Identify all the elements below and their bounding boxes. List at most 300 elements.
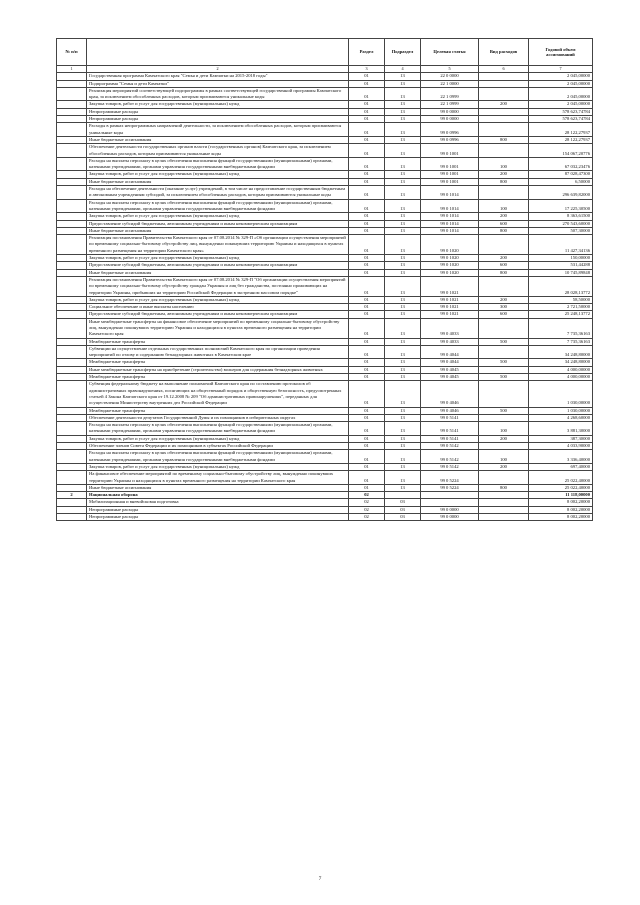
row-amount: 2 045,00000	[529, 80, 593, 87]
row-section: 01	[349, 359, 385, 366]
row-number	[57, 171, 87, 178]
row-target-article: 22 0 0000	[421, 73, 479, 80]
row-number	[57, 443, 87, 450]
row-name: Подпрограмма "Семья и дети Камчатки"	[87, 80, 349, 87]
row-subsection: 13	[385, 435, 421, 442]
table-row	[57, 374, 593, 381]
row-section: 01	[349, 450, 385, 464]
row-expense-type	[479, 318, 529, 338]
row-amount: 28 028,13772	[529, 276, 593, 296]
row-section: 01	[349, 108, 385, 115]
header-number: № п/п	[57, 39, 87, 66]
table-row	[57, 381, 593, 407]
row-name: Субвенции на осуществление отдельных государственных полномочий Камчатского края по организации проведения мероприятий по отлову и содержанию безнадзорных животных в Камчатском крае	[87, 345, 349, 359]
row-target-article: 99 0 0000	[421, 506, 479, 513]
row-amount: 2 045,00000	[529, 73, 593, 80]
row-name: Иные бюджетные ассигнования	[87, 484, 349, 491]
row-expense-type: 100	[479, 450, 529, 464]
row-expense-type	[479, 492, 529, 499]
row-amount: 4 000,00000	[529, 374, 593, 381]
row-name: Закупка товаров, работ и услуг для государственных (муниципальных) нужд	[87, 213, 349, 220]
row-subsection: 13	[385, 414, 421, 421]
row-amount: 58,50000	[529, 296, 593, 303]
row-expense-type	[479, 186, 529, 200]
row-expense-type: 800	[479, 136, 529, 143]
row-expense-type	[479, 235, 529, 255]
header-subsection: Подраздел	[385, 39, 421, 66]
row-section: 01	[349, 101, 385, 108]
row-number	[57, 407, 87, 414]
row-section: 01	[349, 338, 385, 345]
budget-table	[56, 38, 593, 521]
row-expense-type: 300	[479, 304, 529, 311]
column-index-row	[57, 66, 593, 73]
row-expense-type: 200	[479, 213, 529, 220]
row-target-article: 22 1 0999	[421, 101, 479, 108]
header-target-article: Целевая статья	[421, 39, 479, 66]
row-name: Иные бюджетные ассигнования	[87, 136, 349, 143]
row-subsection: 13	[385, 199, 421, 213]
row-name: Расходы на выплаты персоналу в целях обеспечения выполнения функций государственными (муниципальными) органами, казенными учреждениями, органами управления государственными внебюджетными фондами	[87, 199, 349, 213]
table-row	[57, 366, 593, 373]
row-number	[57, 359, 87, 366]
row-target-article: 99 0 0000	[421, 108, 479, 115]
row-amount: 34 248,80000	[529, 359, 593, 366]
row-amount: 28 122,27937	[529, 123, 593, 137]
row-target-article: 99 0 1020	[421, 262, 479, 269]
row-name: Закупка товаров, работ и услуг для государственных (муниципальных) нужд	[87, 296, 349, 303]
row-target-article: 99 0 4033	[421, 338, 479, 345]
row-name: На финансовое обеспечение мероприятий по временному социально-бытовому обустройству лиц, вынужденно покинувших территорию Украины и находящихся в пунктах временного размещения на территории Камчатского края	[87, 471, 349, 485]
table-row	[57, 255, 593, 262]
row-amount: 8 363,61500	[529, 213, 593, 220]
row-section: 01	[349, 311, 385, 318]
row-subsection: 13	[385, 422, 421, 436]
row-subsection: 13	[385, 484, 421, 491]
row-number	[57, 235, 87, 255]
row-subsection: 13	[385, 318, 421, 338]
row-number	[57, 276, 87, 296]
row-amount: 10 745,89848	[529, 269, 593, 276]
row-number	[57, 506, 87, 513]
row-section: 01	[349, 255, 385, 262]
table-row	[57, 345, 593, 359]
row-target-article: 22 1 0999	[421, 87, 479, 101]
row-section: 01	[349, 116, 385, 123]
row-expense-type: 200	[479, 101, 529, 108]
row-amount: 25 022,40000	[529, 484, 593, 491]
row-target-article: 99 0 1001	[421, 157, 479, 171]
row-target-article: 99 0 5141	[421, 414, 479, 421]
row-target-article: 99 0 0000	[421, 514, 479, 521]
table-row	[57, 108, 593, 115]
row-target-article: 99 0 0996	[421, 123, 479, 137]
row-number	[57, 220, 87, 227]
row-expense-type	[479, 116, 529, 123]
row-section: 01	[349, 345, 385, 359]
row-name: Непрограммные расходы	[87, 116, 349, 123]
row-number	[57, 116, 87, 123]
row-name: Субвенция федеральному бюджету на выполнение полномочий Камчатского края по составлению протоколов об административных правонарушениях, посягающих на общественный порядок и общественную безопасность, предусмотренных статьей 4 Закона Камчатского края от 19.12.2008 № 209 "Об административных правонарушениях", переданных для осуществления Министерству внутренних дел Российской Федерации	[87, 381, 349, 407]
row-name: Расходы на обеспечение деятельности (оказание услуг) учреждений, в том числе на предоставление государственным бюджетным и автономным учреждениям субсидий, за исключением обособленных расходов, которым присваиваются уникальные коды	[87, 186, 349, 200]
row-section: 01	[349, 144, 385, 158]
row-amount: 67 032,23476	[529, 157, 593, 171]
row-amount: 8 002,20000	[529, 514, 593, 521]
row-amount: 578 623,74784	[529, 108, 593, 115]
row-section: 01	[349, 318, 385, 338]
row-section: 01	[349, 235, 385, 255]
row-target-article: 99 0 1021	[421, 296, 479, 303]
row-name: Закупка товаров, работ и услуг для государственных (муниципальных) нужд	[87, 463, 349, 470]
row-section: 01	[349, 123, 385, 137]
table-row	[57, 220, 593, 227]
row-amount: 8 002,20000	[529, 506, 593, 513]
row-number	[57, 463, 87, 470]
row-section: 01	[349, 304, 385, 311]
table-row	[57, 471, 593, 485]
row-name: Межбюджетные трансферты	[87, 407, 349, 414]
row-subsection: 13	[385, 123, 421, 137]
row-subsection: 13	[385, 262, 421, 269]
row-amount: 4 033,90000	[529, 443, 593, 450]
table-row	[57, 296, 593, 303]
row-expense-type	[479, 471, 529, 485]
row-expense-type	[479, 123, 529, 137]
table-row	[57, 73, 593, 80]
row-section: 01	[349, 422, 385, 436]
row-expense-type: 500	[479, 374, 529, 381]
row-expense-type: 200	[479, 435, 529, 442]
table-row	[57, 101, 593, 108]
table-row	[57, 227, 593, 234]
row-name: Иные бюджетные ассигнования	[87, 178, 349, 185]
row-section: 01	[349, 484, 385, 491]
row-name: Предоставление субсидий бюджетным, автономным учреждениям и иным некоммерческим организациям	[87, 262, 349, 269]
row-subsection: 13	[385, 144, 421, 158]
row-number	[57, 450, 87, 464]
row-section: 01	[349, 80, 385, 87]
row-subsection: 13	[385, 213, 421, 220]
row-subsection: 13	[385, 220, 421, 227]
row-expense-type	[479, 73, 529, 80]
row-expense-type	[479, 414, 529, 421]
row-name: Иные межбюджетные трансферты на финансовое обеспечение мероприятий по временному социально-бытовому обустройству лиц, вынужденно покинувших территорию Украины и находящихся в пунктах временного размещения на территории Камчатского края	[87, 318, 349, 338]
row-section: 01	[349, 157, 385, 171]
row-number	[57, 199, 87, 213]
table-row	[57, 499, 593, 506]
row-name: Иные бюджетные ассигнования	[87, 269, 349, 276]
row-amount: 270 543,60000	[529, 220, 593, 227]
row-number	[57, 338, 87, 345]
row-amount: 8 002,20000	[529, 499, 593, 506]
row-subsection: 13	[385, 108, 421, 115]
header-section: Раздел	[349, 39, 385, 66]
row-number	[57, 304, 87, 311]
row-amount: 34 248,80000	[529, 345, 593, 359]
table-row	[57, 178, 593, 185]
table-row	[57, 199, 593, 213]
row-expense-type	[479, 345, 529, 359]
row-expense-type: 200	[479, 463, 529, 470]
row-amount: 387,30000	[529, 435, 593, 442]
row-expense-type: 600	[479, 311, 529, 318]
row-number	[57, 157, 87, 171]
row-name: Межбюджетные трансферты	[87, 374, 349, 381]
row-target-article: 99 0 1021	[421, 304, 479, 311]
row-expense-type: 500	[479, 407, 529, 414]
column-index-cell: 3	[349, 66, 385, 73]
table-row	[57, 144, 593, 158]
row-target-article: 99 0 1001	[421, 171, 479, 178]
row-name: Национальная оборона	[87, 492, 349, 499]
row-amount: 531,44288	[529, 262, 593, 269]
row-amount: 1 030,00000	[529, 381, 593, 407]
row-section: 01	[349, 381, 385, 407]
row-expense-type: 800	[479, 269, 529, 276]
row-expense-type	[479, 87, 529, 101]
row-expense-type: 800	[479, 227, 529, 234]
column-index-cell: 5	[421, 66, 479, 73]
table-row	[57, 407, 593, 414]
row-amount: 4 000,00000	[529, 366, 593, 373]
row-target-article: 99 0 1014	[421, 227, 479, 234]
row-target-article: 99 0 0000	[421, 116, 479, 123]
row-number	[57, 471, 87, 485]
row-target-article: 99 0 0996	[421, 136, 479, 143]
row-subsection: 13	[385, 311, 421, 318]
row-section: 01	[349, 171, 385, 178]
row-target-article	[421, 499, 479, 506]
row-section: 01	[349, 199, 385, 213]
row-expense-type: 200	[479, 296, 529, 303]
row-amount: 28 122,27937	[529, 136, 593, 143]
table-row	[57, 186, 593, 200]
table-row	[57, 422, 593, 436]
row-subsection: 13	[385, 304, 421, 311]
row-target-article: 99 0 1014	[421, 199, 479, 213]
row-target-article: 99 0 5141	[421, 435, 479, 442]
row-subsection: 13	[385, 374, 421, 381]
row-amount: 17 225,30500	[529, 199, 593, 213]
row-number	[57, 484, 87, 491]
row-subsection: 03	[385, 506, 421, 513]
row-number	[57, 213, 87, 220]
row-amount: 25 022,40000	[529, 471, 593, 485]
row-amount: 697,40000	[529, 463, 593, 470]
row-section: 01	[349, 374, 385, 381]
row-section: 01	[349, 227, 385, 234]
row-target-article: 99 0 5142	[421, 450, 479, 464]
row-expense-type	[479, 366, 529, 373]
row-expense-type: 500	[479, 359, 529, 366]
row-section: 01	[349, 414, 385, 421]
table-row	[57, 304, 593, 311]
row-subsection: 13	[385, 381, 421, 407]
row-subsection: 13	[385, 87, 421, 101]
table-row	[57, 262, 593, 269]
table-row	[57, 514, 593, 521]
row-expense-type	[479, 80, 529, 87]
table-row	[57, 276, 593, 296]
row-name: Предоставление субсидий бюджетным, автономным учреждениям и иным некоммерческим организациям	[87, 220, 349, 227]
row-section: 01	[349, 213, 385, 220]
row-target-article: 99 0 1014	[421, 186, 479, 200]
table-row	[57, 318, 593, 338]
row-expense-type	[479, 514, 529, 521]
table-row	[57, 414, 593, 421]
row-number	[57, 296, 87, 303]
table-row	[57, 443, 593, 450]
row-section: 01	[349, 463, 385, 470]
row-target-article: 99 0 4044	[421, 345, 479, 359]
page-number: 7	[318, 876, 322, 882]
row-subsection: 13	[385, 157, 421, 171]
row-section: 01	[349, 220, 385, 227]
row-number	[57, 73, 87, 80]
row-name: Расходы на выплаты персоналу в целях обеспечения выполнения функций государственными (муниципальными) органами, казенными учреждениями, органами управления государственными внебюджетными фондами	[87, 422, 349, 436]
row-number	[57, 186, 87, 200]
table-row	[57, 463, 593, 470]
row-subsection: 13	[385, 338, 421, 345]
table-row	[57, 506, 593, 513]
row-expense-type: 600	[479, 262, 529, 269]
row-number	[57, 262, 87, 269]
row-name: Закупка товаров, работ и услуг для государственных (муниципальных) нужд	[87, 101, 349, 108]
row-section: 01	[349, 269, 385, 276]
row-section: 01	[349, 136, 385, 143]
row-amount: 4 268,60000	[529, 414, 593, 421]
table-row	[57, 136, 593, 143]
row-subsection	[385, 492, 421, 499]
row-number	[57, 87, 87, 101]
row-name: Реализация мероприятий соответствующей подпрограммы в рамках соответствующей государственной программы Камчатского края, за исключением обособленных расходов, которым присваиваются уникальные коды	[87, 87, 349, 101]
row-expense-type	[479, 443, 529, 450]
row-target-article	[421, 492, 479, 499]
row-name: Закупка товаров, работ и услуг для государственных (муниципальных) нужд	[87, 171, 349, 178]
row-target-article: 99 0 4045	[421, 366, 479, 373]
table-row	[57, 171, 593, 178]
row-amount: 6,50000	[529, 178, 593, 185]
row-section: 01	[349, 276, 385, 296]
row-target-article: 99 0 1001	[421, 144, 479, 158]
table-row	[57, 492, 593, 499]
row-amount: 578 623,74784	[529, 116, 593, 123]
column-index-cell: 6	[479, 66, 529, 73]
row-subsection: 13	[385, 136, 421, 143]
row-target-article: 99 0 1014	[421, 213, 479, 220]
header-name	[87, 39, 349, 66]
row-section: 02	[349, 492, 385, 499]
row-subsection: 13	[385, 101, 421, 108]
row-subsection: 13	[385, 116, 421, 123]
column-index-cell: 4	[385, 66, 421, 73]
row-number	[57, 422, 87, 436]
row-name: Мобилизационная и вневойсковая подготовка	[87, 499, 349, 506]
row-target-article: 99 0 4046	[421, 381, 479, 407]
row-target-article: 99 0 5142	[421, 463, 479, 470]
row-expense-type	[479, 506, 529, 513]
row-number	[57, 318, 87, 338]
row-target-article: 99 0 1020	[421, 255, 479, 262]
row-number	[57, 345, 87, 359]
table-row	[57, 435, 593, 442]
row-number	[57, 381, 87, 407]
row-subsection: 13	[385, 255, 421, 262]
row-section: 01	[349, 73, 385, 80]
column-index-cell: 1	[57, 66, 87, 73]
row-subsection: 13	[385, 235, 421, 255]
row-target-article: 99 0 5142	[421, 443, 479, 450]
row-amount: 507,30000	[529, 227, 593, 234]
row-target-article: 99 0 4033	[421, 318, 479, 338]
row-subsection: 03	[385, 499, 421, 506]
row-number	[57, 178, 87, 185]
row-amount: 2 721,50000	[529, 304, 593, 311]
row-target-article: 99 0 1020	[421, 269, 479, 276]
row-number	[57, 311, 87, 318]
row-number	[57, 435, 87, 442]
row-target-article: 22 1 0000	[421, 80, 479, 87]
row-expense-type: 800	[479, 178, 529, 185]
row-subsection: 13	[385, 178, 421, 185]
table-row	[57, 80, 593, 87]
row-name: Иные бюджетные ассигнования	[87, 227, 349, 234]
table-row	[57, 157, 593, 171]
row-section: 02	[349, 506, 385, 513]
row-name: Предоставление субсидий бюджетным, автономным учреждениям и иным некоммерческим организациям	[87, 311, 349, 318]
row-section: 01	[349, 262, 385, 269]
column-index-cell: 7	[529, 66, 593, 73]
row-subsection: 03	[385, 514, 421, 521]
row-name: Расходы на выплаты персоналу в целях обеспечения выполнения функций государственными (муниципальными) органами, казенными учреждениями, органами управления государственными внебюджетными фондами	[87, 157, 349, 171]
table-row	[57, 359, 593, 366]
row-section: 02	[349, 499, 385, 506]
row-subsection: 13	[385, 359, 421, 366]
row-target-article: 99 0 5224	[421, 471, 479, 485]
row-name: Реализация постановления Правительства Камчатского края от 07.08.2014 № 329-П "Об организации осуществления мероприятий по временному социально-бытовому обустройству граждан Украины и лиц без гражданства, постоянно проживающих на территории Украины, прибывших на территорию Российской Федерации в экстренном массовом порядке"	[87, 276, 349, 296]
table-row	[57, 269, 593, 276]
table-header-row	[57, 39, 593, 66]
row-target-article: 99 0 1020	[421, 235, 479, 255]
row-subsection: 13	[385, 73, 421, 80]
table-row	[57, 87, 593, 101]
header-expense-type: Вид расходов	[479, 39, 529, 66]
table-row	[57, 213, 593, 220]
row-subsection: 13	[385, 407, 421, 414]
row-subsection: 13	[385, 463, 421, 470]
row-expense-type: 500	[479, 338, 529, 345]
row-subsection: 13	[385, 471, 421, 485]
row-name: Непрограммные расходы	[87, 514, 349, 521]
row-number	[57, 123, 87, 137]
row-number	[57, 366, 87, 373]
row-number	[57, 80, 87, 87]
row-name: Государственная программа Камчатского края "Семья и дети Камчатки на 2015-2018 годы"	[87, 73, 349, 80]
table-row	[57, 123, 593, 137]
row-section: 01	[349, 471, 385, 485]
row-number	[57, 255, 87, 262]
row-section: 02	[349, 514, 385, 521]
row-target-article: 99 0 1021	[421, 276, 479, 296]
row-subsection: 13	[385, 269, 421, 276]
row-number	[57, 374, 87, 381]
row-section: 01	[349, 178, 385, 185]
row-name: Закупка товаров, работ и услуг для государственных (муниципальных) нужд	[87, 255, 349, 262]
row-amount: 2 045,00000	[529, 101, 593, 108]
row-target-article: 99 0 5224	[421, 484, 479, 491]
row-section: 01	[349, 87, 385, 101]
row-name: Иные межбюджетные трансферты на приобретение (строительство) вольеров для содержания безнадзорных животных	[87, 366, 349, 373]
